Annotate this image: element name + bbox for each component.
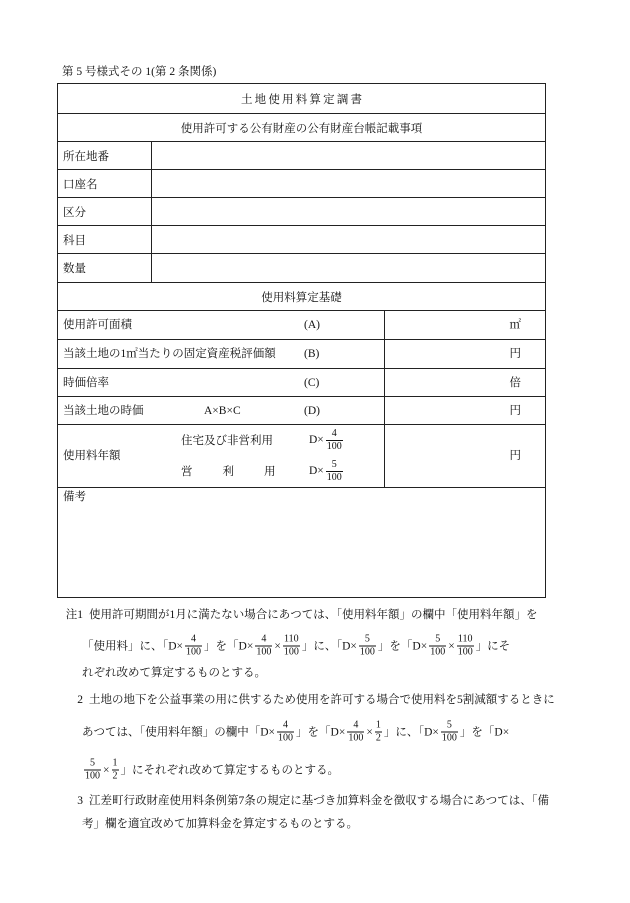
fraction [255, 634, 272, 659]
note-text: 考」欄を適宜改めて加算料金を算定するものとする。 [82, 818, 358, 830]
note-text: × [274, 640, 281, 652]
note-text: 」に、「D× [383, 726, 439, 738]
fraction [429, 634, 446, 659]
fraction-numerator: 4 [326, 428, 343, 441]
fraction-denominator: 2 [112, 770, 118, 782]
basis-label: 時価倍率 [63, 376, 109, 389]
basis-symbol: (C) [304, 376, 320, 389]
basis-label: 当該土地の1㎡当たりの固定資産税評価額 [63, 348, 276, 360]
fraction-numerator: 4 [347, 720, 364, 733]
note-text: 」に、「D× [301, 640, 357, 652]
fraction-denominator: 100 [348, 732, 364, 744]
note-text: × [103, 764, 110, 776]
note-text: 」を「D× [296, 726, 346, 738]
note-text: 」にそ [475, 640, 511, 652]
fraction [185, 634, 202, 659]
fraction-denominator: 100 [283, 646, 299, 658]
fraction [359, 634, 376, 659]
note-text: 江差町行政財産使用料条例第7条の規定に基づき加算料金を徴収する場合にあつては、「備 [89, 795, 549, 807]
note-text: 使用許可期間が1月に満たない場合にあつては、「使用料年額」の欄中「使用料年額」を [89, 609, 538, 621]
remarks-label: 備考 [63, 491, 86, 503]
note-line [82, 720, 509, 745]
fraction-denominator: 2 [375, 732, 381, 744]
basis-symbol: (A) [304, 319, 320, 331]
basis-unit: 倍 [509, 376, 521, 389]
fraction-denominator: 100 [85, 770, 100, 782]
fraction-numerator: 5 [429, 634, 446, 647]
note-line [58, 794, 549, 808]
annual-fee-unit: 円 [509, 450, 521, 462]
basis-formula: A×B×C [204, 404, 241, 417]
registry-label: 数量 [58, 254, 152, 282]
note-text: 」を「D× [377, 640, 428, 652]
basis-unit: ㎡ [509, 319, 521, 331]
note-line [82, 817, 358, 831]
fee-case-use: 営利用 [181, 466, 306, 478]
fee-case-base: D× [309, 465, 324, 477]
fraction-numerator: 5 [359, 634, 376, 647]
note-text: 「使用料」に、「D× [82, 640, 184, 652]
fraction [375, 720, 382, 745]
basis-label: 使用許可面積 [63, 319, 132, 331]
registry-label: 区分 [58, 198, 152, 225]
fraction [441, 720, 458, 745]
note-line [58, 693, 555, 707]
fraction-numerator: 110 [457, 633, 473, 645]
note-marker: 3 [77, 795, 83, 807]
fraction [277, 720, 294, 745]
fraction-denominator: 100 [430, 646, 446, 658]
note-text: 土地の地下を公益事業の用に供するため使用を許可する場合で使用料を5割減額するときに [89, 694, 555, 706]
note-marker: 2 [77, 694, 83, 706]
fraction-denominator: 100 [186, 646, 202, 658]
note-marker: 注1 [65, 609, 83, 621]
document-title: 土地使用料算定調書 [240, 93, 365, 106]
fraction-numerator: 5 [441, 720, 458, 733]
registry-label: 口座名 [58, 170, 152, 197]
note-text: 」を「D× [459, 726, 510, 738]
note-text: × [448, 640, 455, 652]
basis-unit: 円 [509, 404, 521, 417]
note-text: × [366, 726, 373, 738]
basis-symbol: (D) [304, 404, 320, 417]
fee-case-base: D× [309, 434, 324, 446]
fraction-numerator: 1 [112, 757, 118, 769]
note-text: れぞれ改めて算定するものとする。 [82, 667, 266, 679]
basis-label: 当該土地の時価 [63, 404, 144, 417]
fraction-numerator: 4 [185, 634, 202, 647]
fraction-denominator: 100 [278, 732, 294, 744]
fraction-denominator: 100 [359, 646, 375, 658]
fraction-denominator: 100 [326, 440, 342, 452]
fraction [347, 720, 364, 745]
registry-heading: 使用許可する公有財産の公有財産台帳記載事項 [180, 122, 423, 135]
note-line [82, 634, 510, 659]
note-line [82, 758, 339, 783]
fraction-numerator: 4 [255, 634, 272, 647]
registry-label: 科目 [58, 226, 152, 253]
fraction-denominator: 100 [326, 471, 342, 483]
fraction-numerator: 5 [326, 459, 343, 472]
fraction-numerator: 1 [375, 719, 381, 731]
note-text: 」にそれぞれ改めて算定するものとする。 [120, 764, 339, 776]
note-text: 」を「D× [204, 640, 254, 652]
fee-case-use: 住宅及び非営利用 [181, 435, 273, 447]
fraction-denominator: 100 [256, 646, 272, 658]
registry-label: 所在地番 [58, 142, 152, 169]
basis-unit: 円 [509, 348, 521, 360]
fraction-numerator: 110 [284, 633, 299, 645]
fraction-denominator: 100 [441, 732, 457, 744]
fraction [112, 758, 119, 783]
fraction [283, 634, 300, 659]
fraction-denominator: 100 [457, 646, 473, 658]
basis-symbol: (B) [304, 348, 320, 360]
basis-heading: 使用料算定基礎 [261, 291, 342, 304]
fraction [457, 634, 474, 659]
fraction-numerator: 4 [277, 720, 294, 733]
annual-fee-label: 使用料年額 [63, 450, 121, 462]
fraction-numerator: 5 [84, 758, 101, 771]
note-text: あつては、「使用料年額」の欄中「D× [82, 726, 276, 738]
fraction [84, 758, 101, 783]
note-line [82, 666, 266, 680]
note-line [58, 608, 538, 622]
form-number: 第 5 号様式その 1(第 2 条関係) [62, 66, 217, 78]
